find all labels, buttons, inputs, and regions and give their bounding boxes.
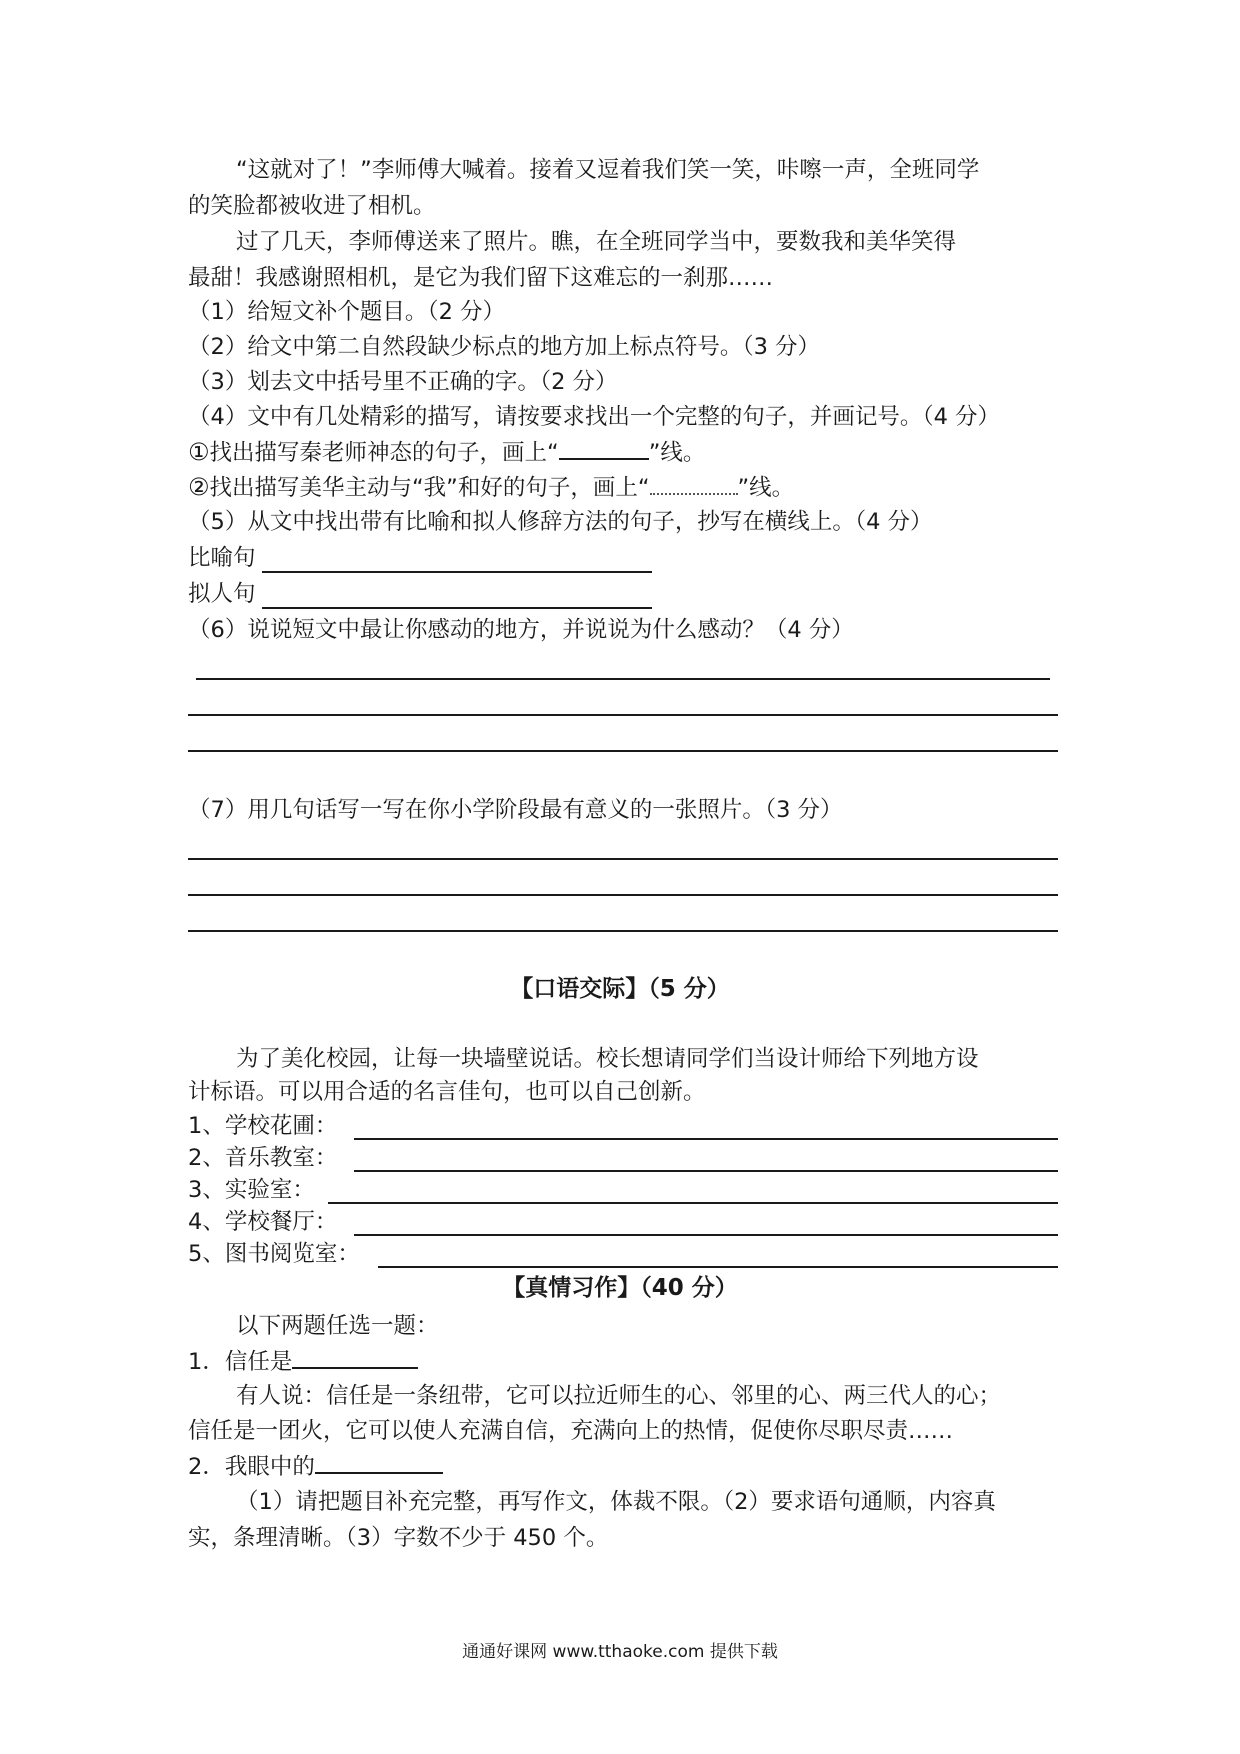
answer-line[interactable]: [188, 714, 1058, 716]
circle-number-1: ①: [188, 438, 210, 466]
slogan-answer-line[interactable]: [354, 1234, 1058, 1236]
simile-label: 比喻句: [188, 545, 256, 571]
question-5: （5）从文中找出带有比喻和拟人修辞方法的句子，抄写在横线上。（4 分）: [188, 509, 933, 535]
slogan-item-reading-room: 5、图书阅览室：: [188, 1241, 360, 1267]
answer-line[interactable]: [188, 858, 1058, 860]
question-3: （3）划去文中括号里不正确的字。（2 分）: [188, 369, 618, 395]
question-4b: [188, 471, 794, 504]
topic-1-desc: 信任是一团火，它可以使人充满自信，充满向上的热情，促使你尽职尽责……: [188, 1418, 954, 1444]
straight-underline-sample: [559, 436, 649, 460]
slogan-answer-line[interactable]: [378, 1266, 1058, 1268]
question-6: （6）说说短文中最让你感动的地方，并说说为什么感动？（4 分）: [188, 617, 854, 643]
topic-2: [188, 1450, 443, 1483]
question-1: （1）给短文补个题目。（2 分）: [188, 299, 506, 325]
slogan-answer-line[interactable]: [328, 1202, 1058, 1204]
topic-1: [188, 1345, 418, 1378]
simile-answer-line[interactable]: [262, 571, 652, 573]
question-4a-end: ”线。: [648, 440, 706, 466]
slogan-item-lab: 3、实验室：: [188, 1177, 315, 1203]
slogan-item-music-room: 2、音乐教室：: [188, 1145, 338, 1171]
requirements-line: 实，条理清晰。（3）字数不少于 450 个。: [188, 1525, 609, 1551]
page-footer: 通通好课网 www.tthaoke.com 提供下载: [462, 1642, 778, 1662]
topic-2-text: 2．我眼中的: [188, 1454, 315, 1480]
topic-1-desc: 有人说：信任是一条纽带，它可以拉近师生的心、邻里的心、两三代人的心；: [236, 1383, 1002, 1409]
personification-label: 拟人句: [188, 581, 256, 607]
circle-number-2: ②: [188, 473, 210, 501]
slogan-answer-line[interactable]: [354, 1170, 1058, 1172]
slogan-item-canteen: 4、学校餐厅：: [188, 1209, 338, 1235]
oral-intro-line: 为了美化校园，让每一块墙壁说话。校长想请同学们当设计师给下列地方设: [236, 1046, 979, 1072]
answer-line[interactable]: [188, 930, 1058, 932]
passage-line: 的笑脸都被收进了相机。: [188, 193, 436, 219]
writing-section-title: 【真情习作】（40 分）: [502, 1275, 738, 1301]
answer-line[interactable]: [188, 750, 1058, 752]
answer-line[interactable]: [196, 678, 1050, 680]
oral-section-title: 【口语交际】（5 分）: [510, 976, 730, 1002]
topic-1-text: 1．信任是: [188, 1349, 293, 1375]
personification-answer-line[interactable]: [262, 607, 652, 609]
oral-intro-line: 计标语。可以用合适的名言佳句，也可以自己创新。: [188, 1079, 706, 1105]
question-7: （7）用几句话写一写在你小学阶段最有意义的一张照片。（3 分）: [188, 797, 843, 823]
writing-choose: 以下两题任选一题：: [236, 1313, 439, 1339]
question-4b-text: 找出描写美华主动与“我”和好的句子，画上“: [209, 475, 650, 501]
topic-1-blank[interactable]: [292, 1345, 418, 1369]
wavy-underline-sample: [650, 475, 738, 495]
passage-line: “这就对了！”李师傅大喊着。接着又逗着我们笑一笑，咔嚓一声，全班同学: [236, 157, 980, 183]
passage-line: 最甜！我感谢照相机，是它为我们留下这难忘的一刹那……: [188, 265, 774, 291]
question-4b-end: ”线。: [737, 475, 795, 501]
question-4a: [188, 436, 705, 469]
topic-2-blank[interactable]: [315, 1450, 443, 1474]
question-2: （2）给文中第二自然段缺少标点的地方加上标点符号。（3 分）: [188, 334, 821, 360]
requirements-line: （1）请把题目补充完整，再写作文，体裁不限。（2）要求语句通顺，内容真: [236, 1489, 996, 1515]
slogan-item-garden: 1、学校花圃：: [188, 1113, 338, 1139]
question-4: （4）文中有几处精彩的描写，请按要求找出一个完整的句子，并画记号。（4 分）: [188, 404, 1001, 430]
passage-line: 过了几天，李师傅送来了照片。瞧，在全班同学当中，要数我和美华笑得: [236, 229, 957, 255]
slogan-answer-line[interactable]: [354, 1138, 1058, 1140]
question-4a-text: 找出描写秦老师神态的句子，画上“: [209, 440, 559, 466]
answer-line[interactable]: [188, 894, 1058, 896]
